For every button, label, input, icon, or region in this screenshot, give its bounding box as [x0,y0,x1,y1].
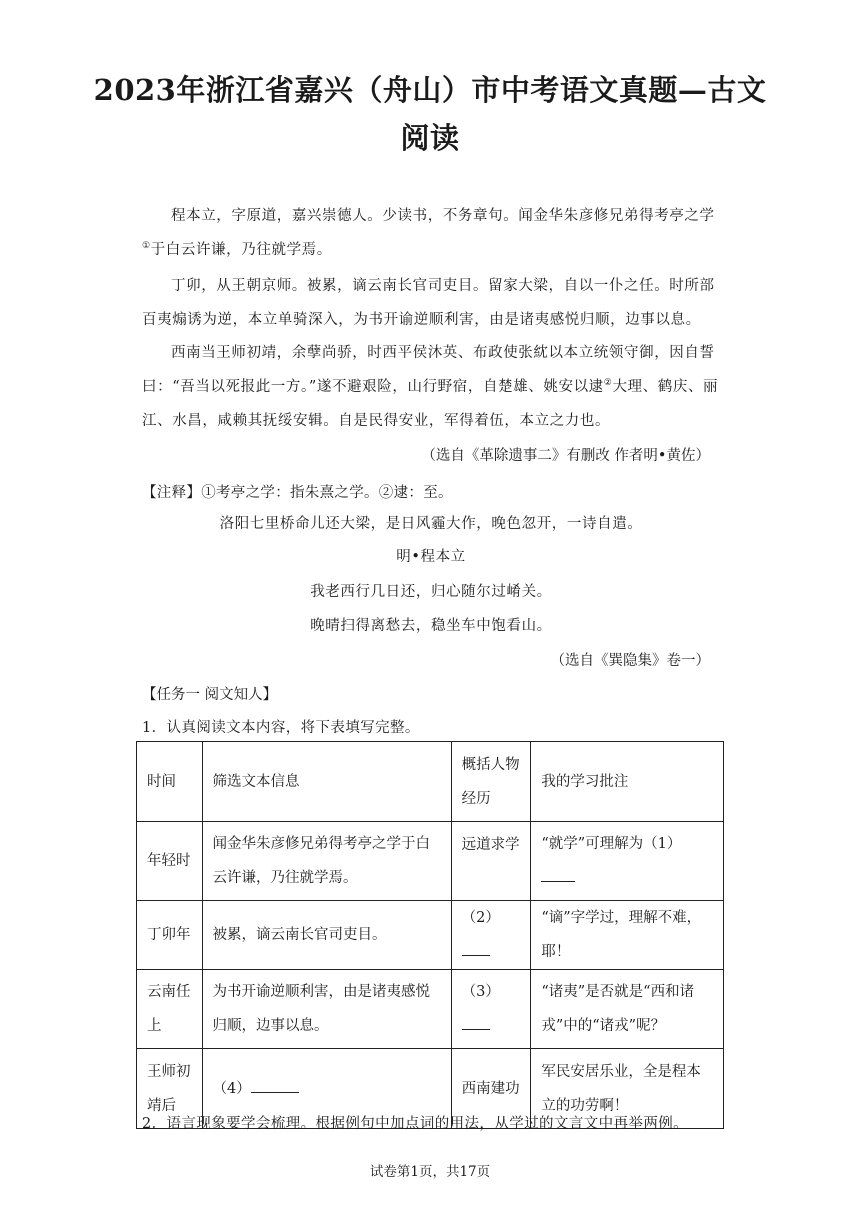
table-header-cell: 时间 [137,742,203,822]
footnote-mark-2: ② [603,378,613,389]
title-line-1: 2023年浙江省嘉兴（舟山）市中考语文真题—古文 [93,73,767,107]
poem-title: 洛阳七里桥命儿还大梁，是日风霾大作，晚色忽开，一诗自遣。 [219,516,643,532]
passage-paragraph-1: 程本立，字原道，嘉兴崇德人。少读书，不务章句。闻金华朱彦修兄弟得考亭之学①于白云许谦，乃往就学焉。 [142,208,715,258]
table-header-cell: 概括人物经历 [451,742,531,822]
table-cell: 丁卯年 [137,901,203,970]
table-cell: “诸夷”是否就是“西和诸戎”中的“诸戎”呢？ [531,970,724,1049]
answer-blank-1[interactable] [541,865,575,882]
table-header-cell: 我的学习批注 [531,742,724,822]
answer-table [136,741,724,1129]
table-cell: 被累，谪云南长官司吏目。 [202,901,451,970]
table-cell: “就学”可理解为（1） [531,822,724,901]
table-cell: （3） [451,970,531,1049]
table-cell: “谪”字学过，理解不难，耶！ [531,901,724,970]
table-cell: 西南建功 [451,1049,531,1129]
table-cell: 军民安居乐业，全是程本立的功劳啊！ [531,1049,724,1129]
passage-source: （选自《革除遗事二》有删改 作者明•黄佐） [421,448,710,464]
table-cell: 远道求学 [451,822,531,901]
answer-blank-2[interactable] [462,939,490,956]
table-cell: （2） [451,901,531,970]
table-cell: 云南任上 [137,970,203,1049]
document-title [90,66,770,162]
title-line-2: 阅读 [400,121,460,155]
footnote-mark-1: ① [142,241,151,252]
page-footer: 试卷第1页，共17页 [369,1164,491,1180]
table-header-row [137,742,724,822]
poem-line-1: 我老西行几日还，归心随尔过崤关。 [310,584,552,600]
table-row [137,901,724,970]
question-1: 1．认真阅读文本内容，将下表填写完整。 [142,720,420,736]
table-header-cell: 筛选文本信息 [202,742,451,822]
passage-paragraph-2: 丁卯，从王朝京师。被累，谪云南长官司吏目。留家大梁，自以一仆之任。时所部百夷煽诱为逆，本立单骑深入，为书开谕逆顺利害，由是诸夷感悦归顺，边事以息。 [142,278,715,328]
table-cell: 王师初靖后 [137,1049,203,1129]
table-cell: 年轻时 [137,822,203,901]
table-row [137,970,724,1049]
answer-blank-4[interactable] [251,1076,299,1093]
annotation-notes: 【注释】①考亭之学：指朱熹之学。②逮：至。 [142,485,453,501]
poem-line-2: 晚晴扫得离愁去，稳坐车中饱看山。 [310,618,552,634]
task-heading: 【任务一 阅文知人】 [142,687,278,703]
question-2: 2．语言现象要学会梳理。根据例句中加点词的用法，从学过的文言文中再举两例。 [142,1116,689,1132]
passage-paragraph-3: 西南当王师初靖，余孽尚骄，时西平侯沐英、布政使张紞以本立统领守御，因自誓曰：“吾当以死报此一方。”遂不避艰险，山行野宿，自楚雄、姚安以逮②大理、鹤庆、丽江、水昌，咸赖其抚绥安辑。自是民得安业，军得着伍，本立之力也。 [142,345,719,429]
answer-blank-3[interactable] [462,1013,490,1030]
poem-source: （选自《巽隐集》卷一） [550,653,710,669]
poem-author: 明•程本立 [396,549,466,565]
table-cell: （4） [202,1049,451,1129]
table-cell: 为书开谕逆顺利害，由是诸夷感悦归顺，边事以息。 [202,970,451,1049]
table-cell: 闻金华朱彦修兄弟得考亭之学于白云许谦，乃往就学焉。 [202,822,451,901]
table-row [137,822,724,901]
